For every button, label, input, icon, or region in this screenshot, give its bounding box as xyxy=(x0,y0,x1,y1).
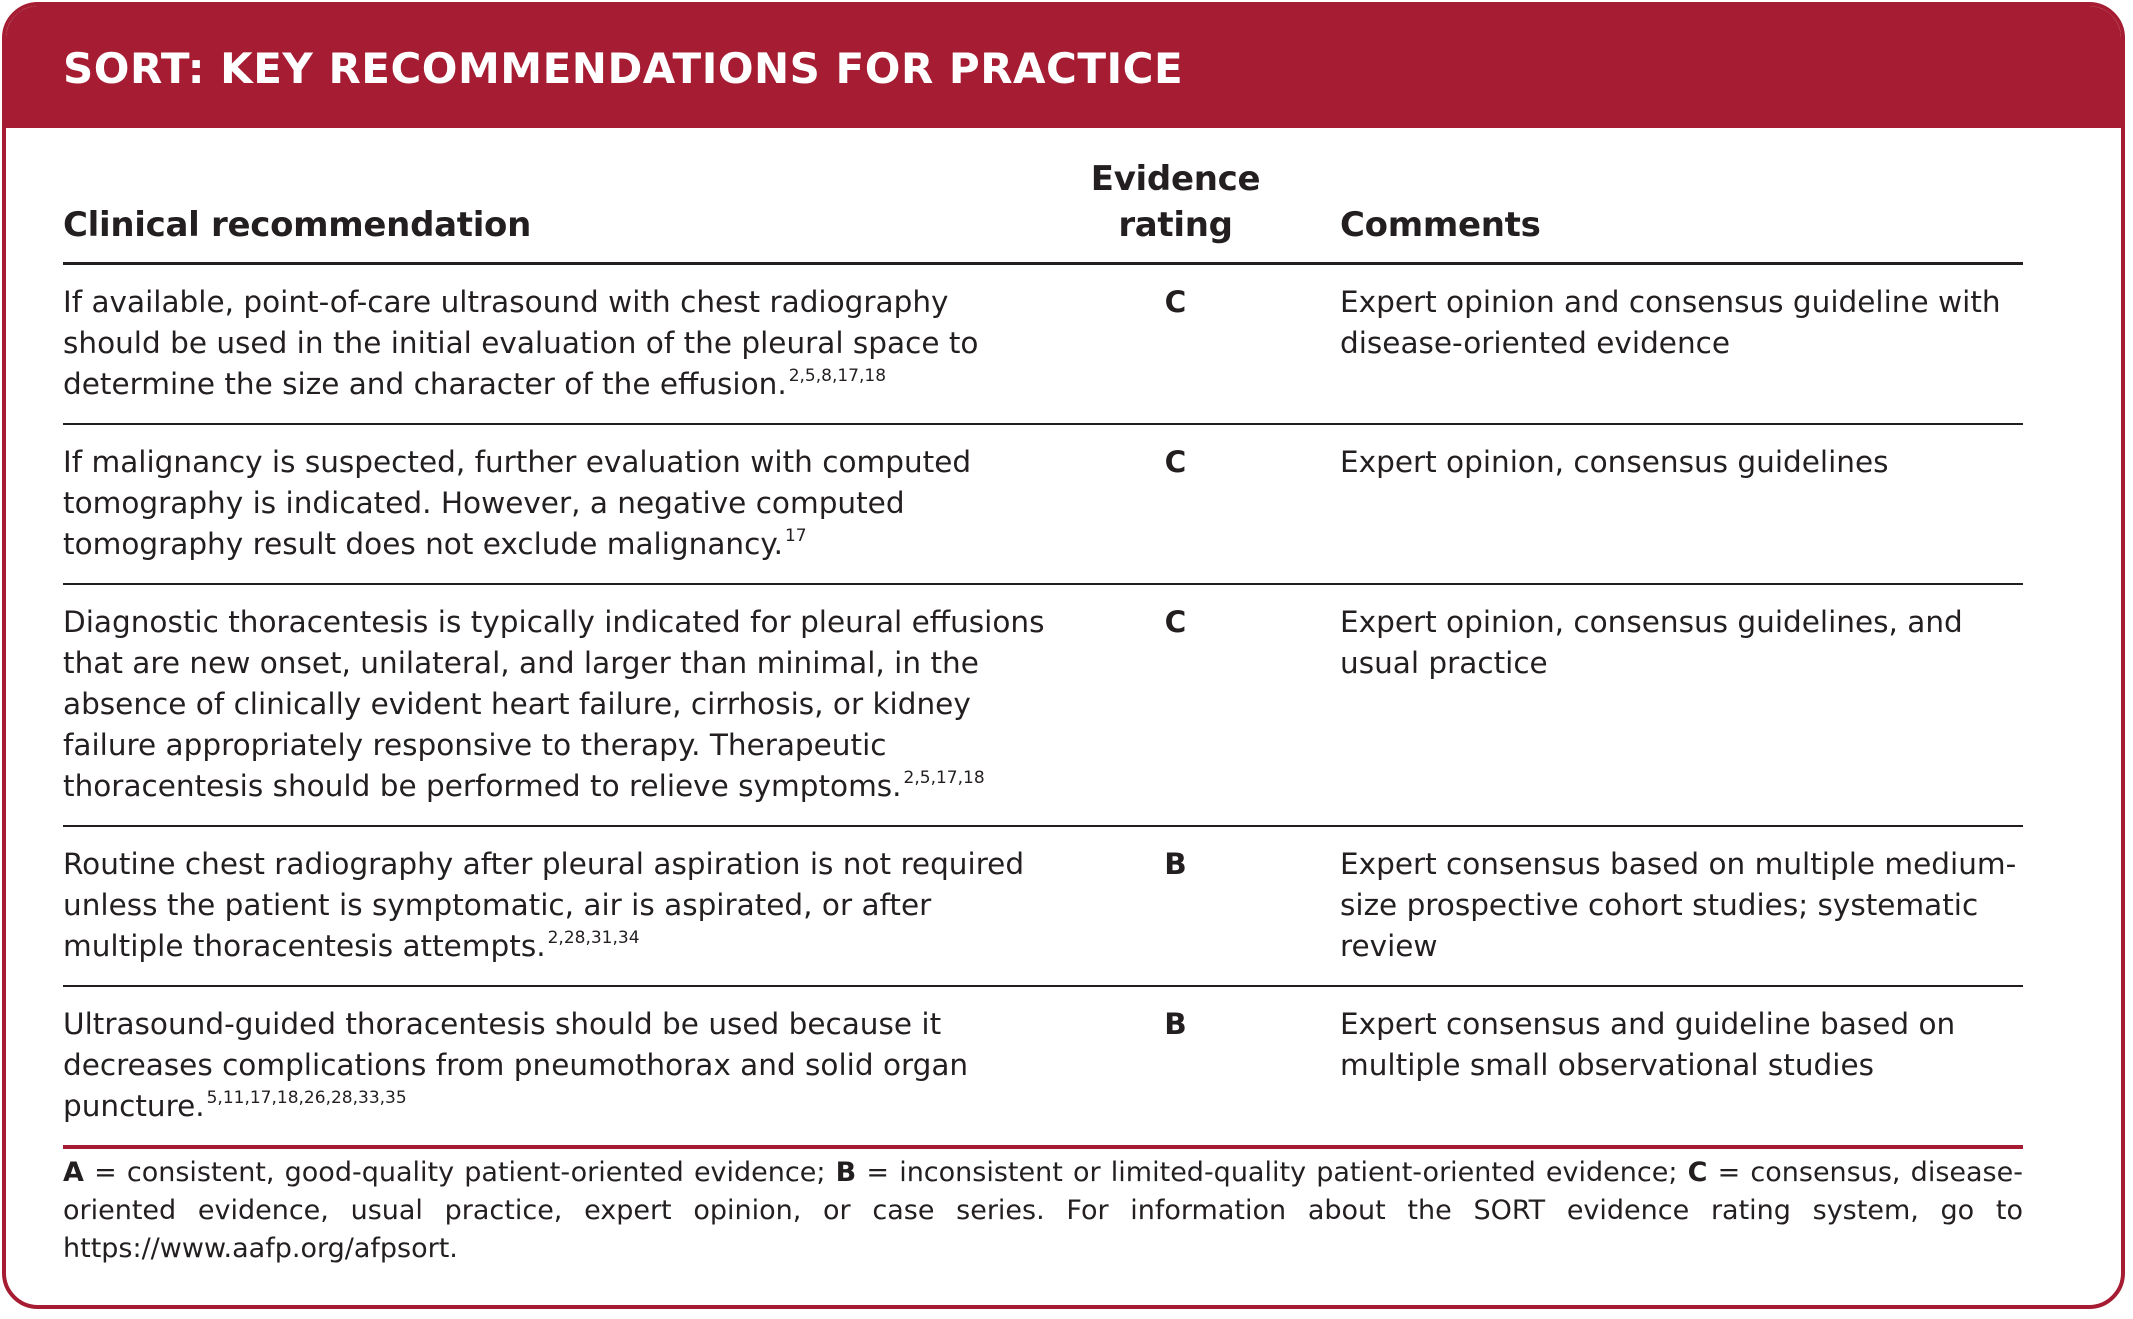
recommendation-text: If malignancy is suspected, further evaluation with computed tomography is indicated. However, a negative computed tomography result does not exclude malignancy. xyxy=(63,445,972,561)
recommendations-table xyxy=(63,156,2023,1149)
reference-superscript: 2,28,31,34 xyxy=(547,928,640,948)
recommendation-cell xyxy=(63,584,1063,826)
comment-cell: Expert consensus and guideline based on multiple small observational studies xyxy=(1288,986,2023,1147)
column-header-comments: Comments xyxy=(1288,156,2023,264)
sort-box xyxy=(2,2,2125,1309)
evidence-rating-cell: C xyxy=(1063,424,1288,584)
table-row xyxy=(63,986,2023,1147)
recommendation-cell xyxy=(63,826,1063,986)
reference-superscript: 17 xyxy=(784,526,807,546)
comment-cell: Expert opinion and consensus guideline with disease-oriented evidence xyxy=(1288,264,2023,425)
recommendation-cell xyxy=(63,264,1063,425)
legend-text-b: = inconsistent or limited-quality patient-oriented evidence; xyxy=(856,1157,1688,1188)
recommendation-text: Routine chest radiography after pleural aspiration is not required unless the patient is symptomatic, air is aspirated, or after multiple thoracentesis attempts. xyxy=(63,847,1025,963)
recommendation-cell xyxy=(63,424,1063,584)
comment-cell: Expert consensus based on multiple medium-size prospective cohort studies; systematic review xyxy=(1288,826,2023,986)
evidence-legend xyxy=(63,1154,2023,1268)
legend-text-a: = consistent, good-quality patient-oriented evidence; xyxy=(83,1157,836,1188)
table-row xyxy=(63,584,2023,826)
legend-label-c: C xyxy=(1687,1157,1708,1188)
recommendation-text: Ultrasound-guided thoracentesis should be used because it decreases complications from pneumothorax and solid organ puncture. xyxy=(63,1007,969,1123)
comment-cell: Expert opinion, consensus guidelines, and usual practice xyxy=(1288,584,2023,826)
table-row xyxy=(63,424,2023,584)
table-row xyxy=(63,264,2023,425)
legend-text-c: = consensus, disease-oriented evidence, usual practice, expert opinion, or case series. For information about the SORT evidence rating system, go to https://www.aafp.org/afpsort. xyxy=(63,1157,2023,1264)
recommendation-text: If available, point-of-care ultrasound with chest radiography should be used in the initial evaluation of the pleural space to determine the size and character of the effusion. xyxy=(63,285,979,401)
column-header-recommendation: Clinical recommendation xyxy=(63,156,1063,264)
recommendation-text: Diagnostic thoracentesis is typically indicated for pleural effusions that are new onset, unilateral, and larger than minimal, in the absence of clinically evident heart failure, cirrhosis, or kidney failure appropriately responsive to therapy. Therapeutic thoracentesis should be performed to relieve symptoms. xyxy=(63,605,1045,803)
legend-label-b: B xyxy=(835,1157,857,1188)
reference-superscript: 2,5,8,17,18 xyxy=(788,366,887,386)
evidence-rating-cell: B xyxy=(1063,986,1288,1147)
comment-cell: Expert opinion, consensus guidelines xyxy=(1288,424,2023,584)
legend-label-a: A xyxy=(63,1157,84,1188)
recommendation-cell xyxy=(63,986,1063,1147)
evidence-rating-cell: C xyxy=(1063,264,1288,425)
column-header-evidence-rating: Evidence rating xyxy=(1063,156,1288,264)
table-row xyxy=(63,826,2023,986)
reference-superscript: 5,11,17,18,26,28,33,35 xyxy=(206,1088,407,1108)
sort-header xyxy=(6,6,2121,128)
evidence-rating-cell: B xyxy=(1063,826,1288,986)
reference-superscript: 2,5,17,18 xyxy=(903,768,985,788)
sort-title: SORT: KEY RECOMMENDATIONS FOR PRACTICE xyxy=(63,44,1184,93)
table-header-row xyxy=(63,156,2023,264)
evidence-rating-cell: C xyxy=(1063,584,1288,826)
